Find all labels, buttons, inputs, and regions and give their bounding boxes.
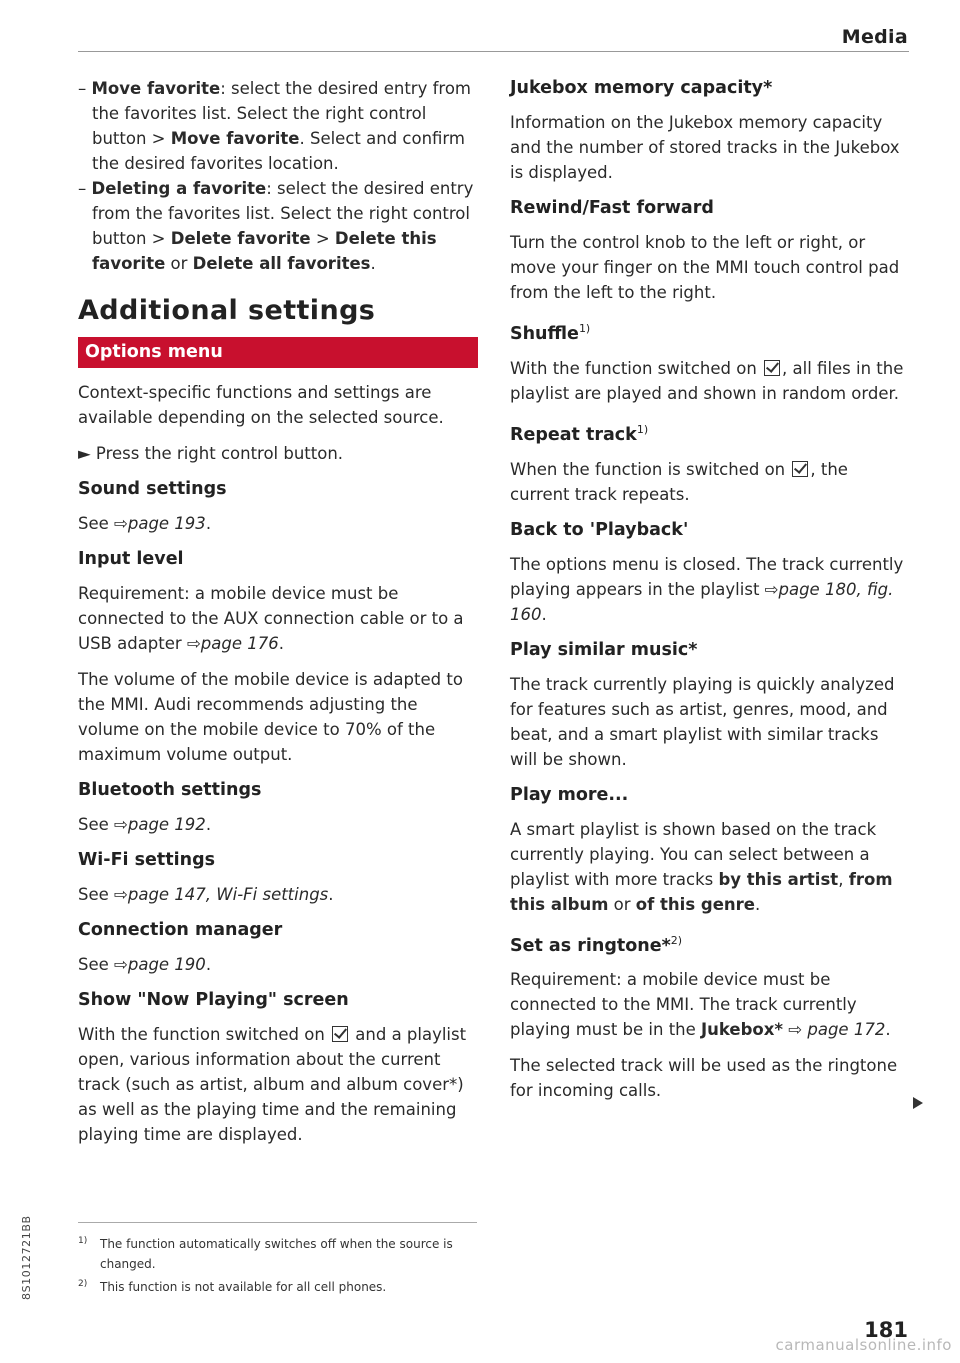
page-ref-link[interactable]: page 192 xyxy=(127,815,206,834)
bold-term: Move favorite xyxy=(91,79,221,98)
footnote-2 xyxy=(78,1277,478,1297)
bold-term: Delete this favorite xyxy=(92,229,437,273)
intro-text: Context-specific functions and settings are available depending on the selected source. xyxy=(78,383,444,427)
input-level-requirement: Requirement: a mobile device must be connected to the AUX connection cable or to a USB adapter ⇨page 176. xyxy=(78,584,464,653)
page-ref-link[interactable]: page 193 xyxy=(127,514,206,533)
rewind-text: Turn the control knob to the left or right, or move your finger on the MMI touch control pad from the left to the right. xyxy=(510,233,900,302)
footnote-text: This function is not available for all cell phones. xyxy=(100,1280,387,1294)
bold-term: Move favorite xyxy=(170,129,300,148)
step-text: ► Press the right control button. xyxy=(78,444,344,463)
section-title: Media xyxy=(841,26,908,48)
ringtone-text: The selected track will be used as the ringtone for incoming calls. xyxy=(510,1056,898,1101)
now-playing-text: With the function switched on and a playlist open, various information about the current track (such as artist, album and album cover*) as well as the playing time and the remaining playing time are displayed. xyxy=(78,1025,467,1144)
page-ref-link[interactable]: page 190 xyxy=(127,955,206,974)
favorite-bullets xyxy=(78,76,478,276)
back-playback-title: Back to 'Playback' xyxy=(510,519,689,540)
footnote-marker: 2) xyxy=(670,933,683,947)
bullet-text: or xyxy=(165,254,193,273)
page-ref-link[interactable]: page 172 xyxy=(807,1020,886,1040)
play-more-text: A smart playlist is shown based on the track currently playing. You can select between a playlist with more tracks by this artist, from this album or of this genre. xyxy=(510,819,893,914)
arrow-icon: ⇨ xyxy=(186,634,201,653)
bullet-text: . Select and confirm the desired favorites location. xyxy=(92,129,465,173)
bullet-text: . xyxy=(370,254,376,273)
ringtone-title: Set as ringtone*$^{2)}$ xyxy=(510,933,683,956)
bold-term: Delete all favorites xyxy=(192,254,371,273)
footnote-1 xyxy=(78,1234,478,1274)
wifi-settings-ref: See ⇨page 147, Wi-Fi settings. xyxy=(78,885,334,904)
arrow-icon: ⇨ xyxy=(764,579,779,599)
arrow-icon: ⇨ xyxy=(783,1020,803,1040)
bullet-item xyxy=(78,76,478,176)
left-column xyxy=(78,76,478,1158)
connection-manager-ref: See ⇨page 190. xyxy=(78,955,212,974)
footnote-marker: 1) xyxy=(578,322,591,335)
watermark: carmanualsonline.info xyxy=(775,1336,952,1354)
connection-manager-title: Connection manager xyxy=(78,920,283,940)
checkbox-checked-icon xyxy=(764,360,780,376)
bluetooth-settings-title: Bluetooth settings xyxy=(78,780,262,800)
bullet-dash: – xyxy=(78,79,92,98)
input-level-desc: The volume of the mobile device is adapted to the MMI. Audi recommends adjusting the volume on the mobile device to 70% of the maximum volume output. xyxy=(78,670,463,764)
bullet-text: : select the desired entry from the favorites list. Select the right control button > xyxy=(92,79,471,148)
input-level-title: Input level xyxy=(78,549,184,569)
page-ref-link[interactable]: page 176 xyxy=(200,634,279,653)
page-ref-link[interactable]: page 147, Wi-Fi settings xyxy=(127,885,329,904)
bullet-dash: – xyxy=(78,179,92,198)
options-menu-bar: Options menu xyxy=(78,337,478,368)
arrow-icon: ⇨ xyxy=(114,955,128,974)
wifi-settings-title: Wi-Fi settings xyxy=(78,850,216,870)
arrow-icon: ⇨ xyxy=(114,514,128,533)
page-number: 181 xyxy=(864,1318,908,1342)
rewind-title: Rewind/Fast forward xyxy=(510,198,714,218)
page-ref-link[interactable]: page 180, fig. 160 xyxy=(510,579,894,624)
now-playing-title: Show "Now Playing" screen xyxy=(78,990,349,1010)
checkbox-checked-icon xyxy=(332,1026,348,1042)
bold-term: Deleting a favorite xyxy=(91,179,267,198)
footnote-number: 2) xyxy=(78,1279,88,1289)
play-more-title: Play more... xyxy=(510,784,629,805)
footnote-rule xyxy=(78,1222,477,1223)
checkbox-checked-icon xyxy=(792,461,808,477)
ringtone-requirement: Requirement: a mobile device must be connected to the MMI. The track currently playing must be in the Jukebox* ⇨ page 172. xyxy=(510,970,891,1040)
continue-arrow-icon xyxy=(913,1097,923,1109)
bullet-text: : select the desired entry from the favorites list. Select the right control button > xyxy=(92,179,474,248)
footnote-number: 1) xyxy=(78,1236,88,1246)
bullet-item xyxy=(78,176,478,276)
bluetooth-settings-ref: See ⇨page 192. xyxy=(78,815,212,834)
document-code: 8S1012721BB xyxy=(20,1215,33,1300)
header-rule xyxy=(78,51,909,52)
shuffle-text: With the function switched on , all files in the playlist are played and shown in random order. xyxy=(510,358,904,403)
repeat-text: When the function is switched on , the current track repeats. xyxy=(510,459,848,504)
repeat-title: Repeat track$^{1)}$ xyxy=(510,422,649,445)
jukebox-text: Information on the Jukebox memory capacity and the number of stored tracks in the Jukebox is displayed. xyxy=(510,113,900,182)
sound-settings-title: Sound settings xyxy=(78,479,227,499)
back-playback-text: The options menu is closed. The track currently playing appears in the playlist ⇨page 180, fig. 160. xyxy=(510,554,904,624)
jukebox-title: Jukebox memory capacity* xyxy=(510,78,773,98)
similar-music-title: Play similar music* xyxy=(510,639,698,660)
arrow-icon: ⇨ xyxy=(114,885,128,904)
footnote-marker: 1) xyxy=(636,422,649,436)
bold-term: Delete favorite xyxy=(170,229,311,248)
footnote-text: The function automatically switches off when the source is changed. xyxy=(100,1237,453,1271)
shuffle-title: Shuffle$^{1)}$ xyxy=(510,322,591,344)
bullet-text: > xyxy=(310,229,335,248)
similar-music-text: The track currently playing is quickly analyzed for features such as artist, genres, mood, and beat, and a smart playlist with similar tracks will be shown. xyxy=(510,674,895,769)
page-heading: Additional settings xyxy=(78,295,376,326)
arrow-icon: ⇨ xyxy=(114,815,128,834)
sound-settings-ref: See ⇨page 193. xyxy=(78,514,212,533)
right-column xyxy=(510,76,910,1114)
